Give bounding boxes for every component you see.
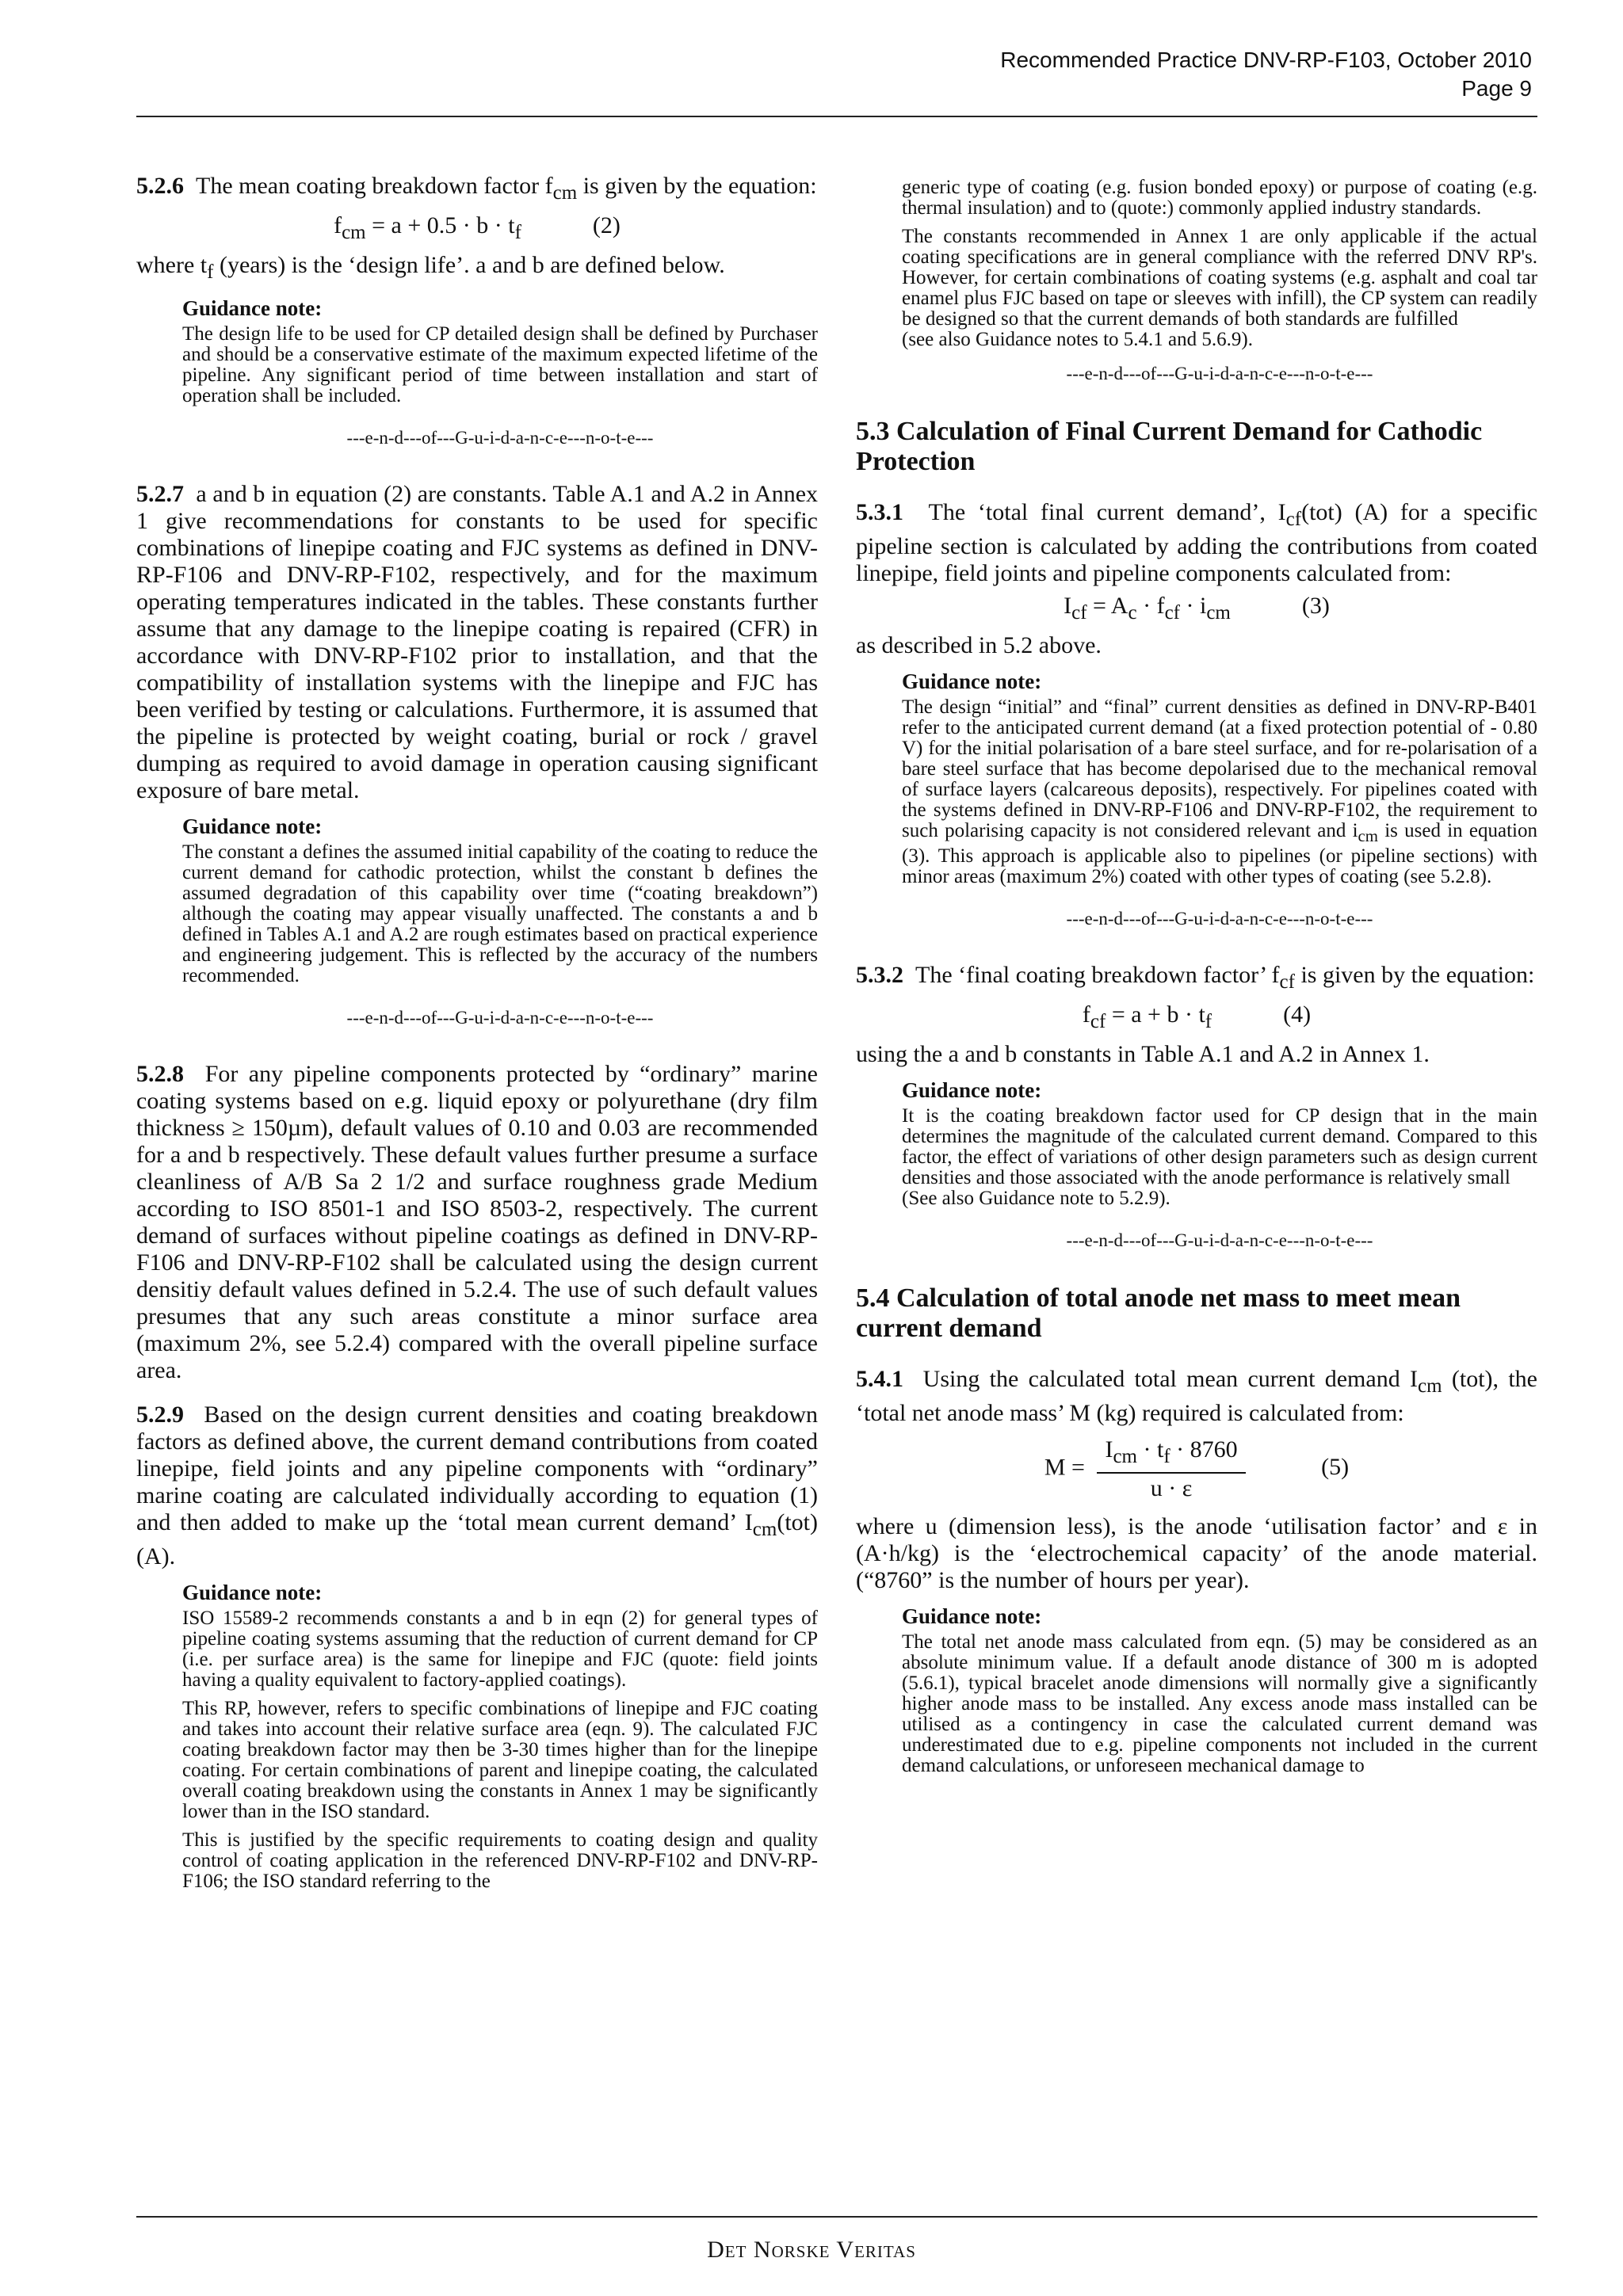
equation-number: (3) bbox=[1301, 593, 1330, 619]
guidance-end: ---e-n-d---of---G-u-i-d-a-n-c-e---n-o-t-e--- bbox=[346, 428, 654, 448]
section-heading-5-3: 5.3 Calculation of Final Current Demand for Cathodic Protection bbox=[856, 417, 1483, 476]
guidance-text: This RP, however, refers to specific combinations of linepipe and FJC coating and takes into account their relative surface area (eqn. 9). The calculated FJC coating breakdown factor may then be 3-30 times higher than for the linepipe coating. For certain combinations of parent and linepipe coating, the calculated overall coating breakdown using the constants in Annex 1 may be significantly lower than in the ISO standard. bbox=[182, 1698, 818, 1822]
page-footer: Det Norske Veritas bbox=[707, 2237, 916, 2263]
section-number: 5.2.8 bbox=[136, 1061, 184, 1087]
guidance-title: Guidance note: bbox=[182, 814, 323, 838]
guidance-note-5-2-6 bbox=[182, 296, 818, 449]
guidance-note-5-2-9 bbox=[182, 1580, 818, 1892]
equation-2: $f_{cm} = a + 0.5 \cdot b \cdot t_f$ (2) bbox=[136, 210, 818, 249]
section-number: 5.3.2 bbox=[856, 962, 903, 988]
footer-rule bbox=[136, 2216, 1537, 2218]
guidance-note-5-4-1 bbox=[902, 1604, 1537, 1776]
guidance-text: It is the coating breakdown factor used for CP design that in the main determines the magnitude of the calculated current demand. Compared to this factor, the effect of variations of other design parameters such as design current densities and those associated with the anode performance is relatively small bbox=[902, 1105, 1537, 1188]
guidance-title: Guidance note: bbox=[902, 1078, 1042, 1102]
denominator: u · ε bbox=[1150, 1475, 1193, 1501]
equation-number: (2) bbox=[592, 212, 621, 238]
guidance-end: ---e-n-d---of---G-u-i-d-a-n-c-e---n-o-t-e--- bbox=[346, 1008, 654, 1028]
section-5-3-2: 5.3.2 The ‘final coating breakdown factor’ $f_{cf}$ is given by the equation: bbox=[856, 962, 1535, 993]
guidance-text: ISO 15589-2 recommends constants a and b in eqn (2) for general types of pipeline coating systems assuming that the reduction of current demand for CP (i.e. per surface area) is the same for linepipe and FJC (quote: field joints having a quality equivalent to factory-applied coatings). bbox=[182, 1608, 818, 1691]
equation-5 bbox=[856, 1435, 1537, 1504]
guidance-text: (see also Guidance notes to 5.4.1 and 5.6.9). bbox=[902, 329, 1253, 350]
guidance-note-5-3-1 bbox=[902, 669, 1537, 930]
guidance-note-5-2-9-cont bbox=[902, 177, 1537, 385]
equation-4: $f_{cf} = a + b \cdot t_f$ (4) bbox=[856, 999, 1537, 1038]
guidance-title: Guidance note: bbox=[902, 669, 1042, 693]
equation-3: $I_{cf} = A_c \cdot f_{cf} \cdot i_{cm}$ (3) bbox=[856, 590, 1537, 629]
section-5-4-1-after: where u (dimension less), is the anode ‘utilisation factor’ and ε in (A·h/kg) is the ‘electrochemical capacity’ of the anode material. (“8760” is the number of hours per year). bbox=[856, 1513, 1537, 1593]
guidance-note-5-2-7 bbox=[182, 814, 818, 1029]
equation-number: (4) bbox=[1283, 1001, 1312, 1028]
section-5-2-6: 5.2.6 The mean coating breakdown factor $f_{cm}$ is given by the equation: bbox=[136, 173, 817, 204]
section-5-3-1-after: as described in 5.2 above. bbox=[856, 632, 1102, 658]
section-5-4-1: 5.4.1 Using the calculated total mean current demand $I_{cm}$ (tot), the ‘total net anode mass’ M (kg) required is calculated from: bbox=[856, 1366, 1537, 1426]
guidance-text: This is justified by the specific requirements to coating design and quality control of coating application in the referenced DNV-RP-F102 and DNV-RP-F106; the ISO standard referring to the bbox=[182, 1829, 818, 1892]
section-5-2-7: 5.2.7 a and b in equation (2) are constants. Table A.1 and A.2 in Annex 1 give recommendations for constants to be used for specific combinations of linepipe coating and FJC systems as defined in DNV-RP-F106 and DNV-RP-F102, respectively, and for the maximum operating temperatures indicated in the tables. These constants further assume that any damage to the linepipe coating is repaired (CFR) in accordance with DNV-RP-F102 prior to installation, and that the compatibility of installation systems with the linepipe and FJC has been verified by testing or calculations. Furthermore, it is assumed that the pipeline is protected by weight coating, burial or rock / gravel dumping as required to avoid damage in operation causing significant exposure of bare metal. bbox=[136, 481, 819, 803]
equation-lhs: M = bbox=[1044, 1454, 1085, 1481]
guidance-title: Guidance note: bbox=[182, 296, 323, 320]
document-title: Recommended Practice DNV-RP-F103, October 2010 bbox=[1000, 48, 1532, 72]
guidance-end: ---e-n-d---of---G-u-i-d-a-n-c-e---n-o-t-e--- bbox=[1066, 909, 1373, 929]
numerator: $I_{cm} \cdot t_f \cdot 8760$ bbox=[1097, 1435, 1245, 1474]
section-number: 5.4.1 bbox=[856, 1366, 903, 1392]
guidance-text: The design life to be used for CP detailed design shall be defined by Purchaser and should be a conservative estimate of the maximum expected lifetime of the pipeline. Any significant period of time between installation and start of operation shall be included. bbox=[182, 323, 818, 406]
section-5-2-9: 5.2.9 Based on the design current densities and coating breakdown factors as defined above, the current demand contributions from coated linepipe, field joints and any pipeline components with “ordinary” marine coating are calculated individually according to equation (1) and then added to make up the ‘total mean current demand’ $I_{cm}(tot)$ (A). bbox=[136, 1402, 818, 1569]
section-5-3-2-after: using the a and b constants in Table A.1 and A.2 in Annex 1. bbox=[856, 1041, 1430, 1067]
guidance-end: ---e-n-d---of---G-u-i-d-a-n-c-e---n-o-t-e--- bbox=[1066, 1230, 1373, 1250]
section-number: 5.2.6 bbox=[136, 173, 184, 199]
page-number: Page 9 bbox=[1461, 76, 1532, 101]
guidance-title: Guidance note: bbox=[182, 1581, 323, 1604]
section-number: 5.2.9 bbox=[136, 1402, 184, 1428]
section-5-2-8: 5.2.8 For any pipeline components protected by “ordinary” marine coating systems based on e.g. liquid epoxy or polyurethane (dry film thickness ≥ 150µm), default values of 0.10 and 0.03 are recommended for a and b respectively. These default values further presume a surface cleanliness of A/B Sa 2 1/2 and surface roughness grade Medium according to ISO 8501-1 and ISO 8503-2, respectively. The current demand of surfaces without pipeline coatings as defined in DNV-RP-F106 and DNV-RP-F102 shall be calculated using the design current densitiy default values defined in 5.2.4. The use of such default values presumes that any such areas constitute a minor surface area (maximum 2%, see 5.2.4) compared with the overall pipeline surface area. bbox=[136, 1061, 818, 1383]
guidance-text: The design “initial” and “final” current densities as defined in DNV-RP-B401 refer to the anticipated current demand (at a fixed protection potential of - 0.80 V) for the initial polarisation of a bare steel surface, and for re-polarisation of a bare steel surface that has become depolarised due to the mechanical removal of surface layers (calcareous deposits), respectively. For pipelines coated with the systems defined in DNV-RP-F106 and DNV-RP-F102, the requirement to such polarising capacity is not considered relevant and $i_{cm}$ is used in equation (3). This approach is applicable also to pipelines (or pipeline sections) with minor areas (maximum 2%) coated with other types of coating (see 5.2.8). bbox=[902, 696, 1538, 887]
guidance-title: Guidance note: bbox=[902, 1604, 1042, 1628]
guidance-text: (See also Guidance note to 5.2.9). bbox=[902, 1188, 1170, 1209]
guidance-note-5-3-2 bbox=[902, 1077, 1537, 1252]
guidance-text: The total net anode mass calculated from eqn. (5) may be considered as an absolute minimum value. If a default anode distance of 300 m is adopted (5.6.1), typical bracelet anode dimensions will normally give a significantly higher anode mass to be installed. Any excess anode mass installed can be utilised as a contingency in case the calculated current demand was underestimated due to e.g. pipeline components not included in the current demand calculations, or unforeseen mechanical damage to bbox=[902, 1631, 1537, 1776]
section-number: 5.3.1 bbox=[856, 499, 903, 525]
right-column bbox=[856, 177, 1537, 1776]
equation-number: (5) bbox=[1321, 1454, 1350, 1481]
design-life-text: where $t_f$ (years) is the ‘design life’. a and b are defined below. bbox=[136, 252, 725, 283]
section-number: 5.2.7 bbox=[136, 481, 184, 507]
equation-fraction bbox=[1097, 1435, 1245, 1504]
header-rule bbox=[136, 116, 1537, 117]
guidance-end: ---e-n-d---of---G-u-i-d-a-n-c-e---n-o-t-e--- bbox=[1066, 364, 1373, 383]
section-heading-5-4: 5.4 Calculation of total anode net mass to meet mean current demand bbox=[856, 1283, 1461, 1343]
left-column bbox=[136, 173, 818, 1892]
page-header bbox=[1000, 46, 1532, 103]
guidance-text: generic type of coating (e.g. fusion bonded epoxy) or purpose of coating (e.g. thermal insulation) and to (quote:) commonly applied industry standards. bbox=[902, 177, 1537, 219]
guidance-text: The constant a defines the assumed initial capability of the coating to reduce the current demand for cathodic protection, whilst the constant b defines the assumed degradation of this capability over time (“coating breakdown”) although the coating may appear visually unaffected. The constants a and b defined in Tables A.1 and A.2 are rough estimates based on practical experience and engineering judgement. This is reflected by the accuracy of the numbers recommended. bbox=[182, 841, 818, 986]
section-5-3-1: 5.3.1 The ‘total final current demand’, $I_{cf}(tot)$ (A) for a specific pipeline section is calculated by adding the contributions from coated linepipe, field joints and pipeline components calculated from: bbox=[856, 499, 1538, 586]
guidance-text: The constants recommended in Annex 1 are only applicable if the actual coating specifications are in general compliance with the referred DNV RP's. However, for certain combinations of coating systems (e.g. asphalt and coal tar enamel plus FJC based on tape or sleeves with infill), the CP system can readily be designed so that the current demands of both standards are fulfilled bbox=[902, 226, 1537, 330]
